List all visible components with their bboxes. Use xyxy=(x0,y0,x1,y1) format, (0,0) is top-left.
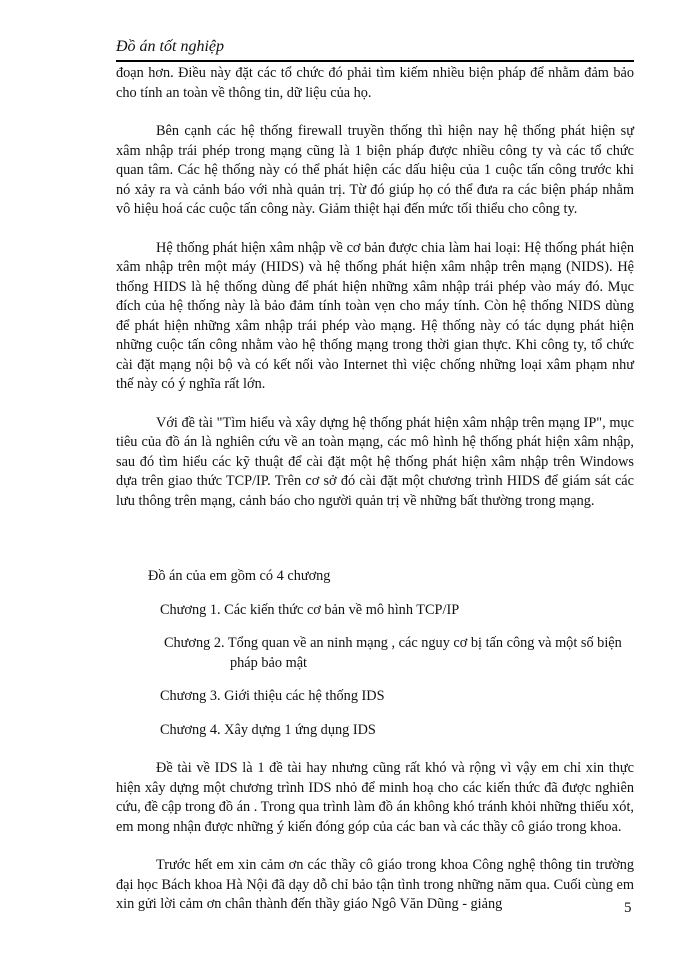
chapters-intro: Đồ án của em gồm có 4 chương xyxy=(148,568,331,584)
header-rule xyxy=(116,60,634,62)
chapter-4: Chương 4. Xây dựng 1 ứng dụng IDS xyxy=(160,721,376,738)
paragraph-ids-types: Hệ thống phát hiện xâm nhập về cơ bản được chia làm hai loại: Hệ thống phát hiện xâm nhập trên một máy (HIDS) và hệ thống phát hiện xâm nhập trên mạng (NIDS). Hệ thống HIDS là hệ thống dùng để phát hiện những xâm nhập trái phép vào máy đó. Mục đích của hệ thống này là bảo đảm tính toàn vẹn cho máy tính. Còn hệ thống NIDS dùng để phát hiện những xâm nhập trái phép vào mạng. Hệ thống này có tác dụng phát hiện những cuộc tấn công nhằm vào hệ thống mạng trong thời gian thực. Khi công ty, tổ chức cài đặt mạng nội bộ và có kết nối vào Internet thì việc chống những loại xâm phạm như thế này có ý nghĩa rất lớn. xyxy=(116,239,634,392)
paragraph-thanks: Trước hết em xin cảm ơn các thầy cô giáo trong khoa Công nghệ thông tin trường đại học Bách khoa Hà Nội đã dạy dỗ chỉ bảo tận tình trong những năm qua. Cuối cùng em xin gửi lời cảm ơn chân thành đến thầy giáo Ngô Văn Dũng - giảng xyxy=(116,857,634,912)
page-body xyxy=(116,64,634,915)
running-header: Đồ án tốt nghiệp xyxy=(116,38,224,55)
paragraph-continuation: đoạn hơn. Điều này đặt các tổ chức đó phải tìm kiếm nhiều biện pháp để nhằm đảm bảo cho tính an toàn về thông tin, dữ liệu của họ. xyxy=(116,65,634,101)
paragraph-firewall: Bên cạnh các hệ thống firewall truyền thống thì hiện nay hệ thống phát hiện sự xâm nhập trái phép trong mạng cũng là 1 biện pháp được nhiều công ty và các tổ chức quan tâm. Các hệ thống này có thể phát hiện các dấu hiệu của 1 cuộc tấn công trước khi nó xảy ra và cảnh báo với nhà quản trị. Từ đó giúp họ có thể đưa ra các biện pháp nhằm vô hiệu hoá các cuộc tấn công này. Giảm thiệt hại đến mức tối thiểu cho công ty. xyxy=(116,123,634,217)
paragraph-topic: Với đề tài "Tìm hiểu và xây dựng hệ thống phát hiện xâm nhập trên mạng IP", mục tiêu của đồ án là nghiên cứu về an toàn mạng, các mô hình hệ thống phát hiện xâm nhập, sau đó tìm hiểu các kỹ thuật để cài đặt một hệ thống phát hiện xâm nhập trên Windows dựa trên giao thức TCP/IP. Trên cơ sở đó cài đặt một chương trình HIDS để giám sát các lưu thông trên mạng, cảnh báo cho người quản trị về những bất thường trong mạng. xyxy=(116,414,634,509)
chapter-2: Chương 2. Tổng quan về an ninh mạng , các nguy cơ bị tấn công và một số biện pháp bảo mật xyxy=(164,635,622,671)
chapter-1: Chương 1. Các kiến thức cơ bản về mô hình TCP/IP xyxy=(160,601,460,618)
chapter-3: Chương 3. Giới thiệu các hệ thống IDS xyxy=(160,688,385,704)
page-number: 5 xyxy=(624,900,632,916)
paragraph-scope: Đề tài về IDS là 1 đề tài hay nhưng cũng rất khó và rộng vì vậy em chỉ xin thực hiện xây dựng một chương trình IDS nhỏ để minh hoạ cho các kiến thức đã được nghiên cứu, đề cập trong đồ án . Trong qua trình làm đồ án không khó tránh khỏi những thiếu xót, em mong nhận được những ý kiến đóng góp của các ban và các thầy cô giáo trong khoa. xyxy=(116,760,634,835)
